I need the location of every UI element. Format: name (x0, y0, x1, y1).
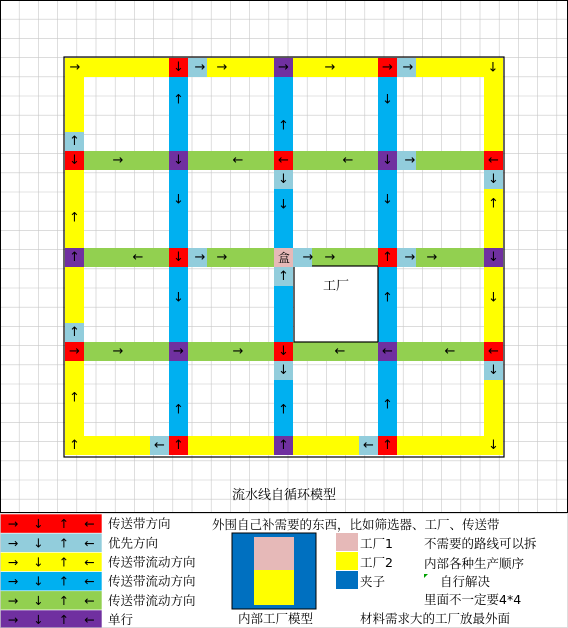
legend-arrow-left: ← (84, 612, 95, 628)
flow-arrow-left: ← (444, 344, 456, 359)
flow-arrow-down: ↓ (487, 60, 499, 76)
flow-arrow-down: ↓ (488, 250, 499, 265)
key-label-factory2: 工厂2 (360, 555, 393, 570)
flow-arrow-right: → (69, 60, 81, 75)
note-line-2: 不需要的路线可以拆 (424, 536, 537, 551)
flow-arrow-down: ↓ (69, 153, 80, 168)
flow-arrow-left: ← (154, 438, 165, 453)
flow-arrow-right: → (173, 344, 184, 359)
flow-arrow-right: → (216, 250, 228, 265)
flow-arrow-right: → (194, 60, 206, 75)
flow-arrow-left: ← (132, 250, 144, 265)
legend-arrow-right: → (7, 535, 19, 551)
model-factory1 (254, 537, 294, 570)
legend-label: 传送带流动方向 (108, 592, 196, 608)
note-marker (424, 574, 428, 578)
legend-arrow-left: ← (84, 535, 95, 551)
flow-arrow-up: ↑ (382, 250, 393, 265)
box-label: 盒 (277, 251, 291, 265)
flow-arrow-down: ↓ (173, 290, 184, 306)
flow-arrow-up: ↑ (69, 438, 80, 453)
flow-arrow-right: → (324, 250, 336, 265)
flow-arrow-right: → (404, 153, 416, 168)
flow-arrow-up: ↑ (382, 397, 393, 413)
flow-arrow-left: ← (342, 153, 354, 168)
flow-arrow-right: → (112, 153, 124, 168)
key-swatch-0 (336, 533, 358, 551)
legend-arrow-up: ↑ (58, 516, 70, 532)
flow-arrow-up: ↑ (69, 210, 80, 226)
note-line-4: 自行解决 (440, 574, 491, 589)
flow-arrow-up: ↑ (69, 390, 80, 406)
flow-arrow-up: ↑ (173, 92, 184, 108)
flow-arrow-up: ↑ (278, 269, 289, 284)
flow-arrow-down: ↓ (278, 363, 289, 378)
note-line-3: 内部各种生产顺序 (424, 556, 525, 571)
flow-arrow-up: ↑ (382, 290, 393, 306)
flow-arrow-up: ↑ (69, 325, 80, 340)
flow-arrow-up: ↑ (488, 196, 499, 212)
flow-arrow-up: ↑ (278, 402, 289, 418)
legend-arrow-right: → (7, 516, 19, 532)
diagram-caption: 流水线自循环模型 (231, 488, 337, 503)
legend-arrow-right: → (7, 592, 19, 608)
flow-arrow-left: ← (382, 344, 393, 359)
legend-arrow-up: ↑ (58, 535, 70, 551)
key-swatch-2 (336, 571, 358, 589)
flow-arrow-down: ↓ (488, 438, 499, 453)
flow-arrow-right: → (426, 250, 438, 265)
flow-arrow-down: ↓ (488, 172, 499, 187)
flow-arrow-up: ↑ (278, 118, 289, 134)
model-factory2 (254, 570, 294, 605)
legend-arrow-down: ↓ (33, 535, 44, 551)
legend-arrow-up: ↑ (58, 573, 70, 589)
legend-arrow-down: ↓ (33, 554, 44, 570)
legend-arrow-down: ↓ (33, 592, 44, 608)
flow-arrow-right: → (382, 60, 393, 75)
flow-arrow-down: ↓ (382, 92, 393, 108)
note-line-5: 里面不一定要4*4 (424, 592, 522, 607)
flow-arrow-left: ← (488, 153, 499, 168)
flow-arrow-up: ↑ (382, 438, 393, 453)
legend-arrow-down: ↓ (33, 573, 44, 589)
flow-arrow-right: → (194, 250, 206, 265)
flow-arrow-down: ↓ (278, 172, 289, 187)
flow-arrow-up: ↑ (278, 438, 289, 453)
legend-arrow-down: ↓ (33, 516, 44, 532)
flow-arrow-down: ↓ (278, 344, 289, 359)
factory-label: 工厂 (322, 279, 350, 294)
flow-arrow-up: ↑ (173, 402, 184, 418)
legend-arrow-up: ↑ (58, 592, 70, 608)
flow-arrow-down: ↓ (173, 192, 184, 208)
flow-arrow-up: ↑ (173, 438, 184, 453)
flow-arrow-right: → (216, 60, 228, 75)
legend-arrow-right: → (7, 612, 19, 628)
legend-label: 传送带流动方向 (108, 554, 196, 570)
legend-label: 单行 (108, 612, 134, 628)
flow-arrow-right: → (232, 344, 244, 359)
flow-arrow-left: ← (363, 438, 374, 453)
legend-label: 传送带方向 (108, 516, 171, 532)
legend-arrow-down: ↓ (33, 612, 44, 628)
legend-arrow-up: ↑ (58, 554, 70, 570)
flow-arrow-right: → (404, 250, 416, 265)
flow-arrow-right: → (402, 60, 414, 75)
flow-arrow-right: → (278, 60, 289, 75)
note-line-1: 外围自己补需要的东西，比如筛选器、工厂、传送带 (212, 517, 500, 532)
flow-arrow-down: ↓ (278, 197, 289, 213)
flow-arrow-down: ↓ (173, 60, 184, 75)
flow-arrow-up: ↑ (69, 134, 80, 149)
flow-arrow-right: → (112, 344, 124, 359)
flow-arrow-left: ← (278, 153, 289, 168)
flow-arrow-down: ↓ (488, 363, 499, 378)
flow-arrow-left: ← (232, 153, 244, 168)
legend-arrow-up: ↑ (58, 612, 70, 628)
legend-arrow-right: → (7, 554, 19, 570)
flow-arrow-down: ↓ (382, 192, 393, 208)
flow-arrow-down: ↓ (173, 250, 184, 265)
flow-arrow-right: → (302, 250, 314, 265)
legend-arrow-left: ← (84, 592, 95, 608)
key-label-factory1: 工厂1 (360, 536, 393, 551)
note-line-6: 材料需求大的工厂放最外面 (360, 611, 511, 626)
flow-arrow-right: → (324, 60, 336, 75)
key-label-clip: 夹子 (360, 574, 386, 589)
legend-arrow-left: ← (84, 516, 95, 532)
legend-arrow-left: ← (84, 573, 95, 589)
flow-arrow-down: ↓ (488, 290, 499, 306)
flow-arrow-left: ← (334, 344, 346, 359)
legend-arrow-left: ← (84, 554, 95, 570)
legend-label: 优先方向 (108, 535, 159, 551)
legend-label: 传送带流动方向 (108, 573, 196, 589)
flow-arrow-left: ← (488, 344, 499, 359)
factory-model-label: 内部工厂模型 (238, 611, 314, 626)
legend-arrow-right: → (7, 573, 19, 589)
key-swatch-1 (336, 552, 358, 570)
flow-arrow-up: ↑ (69, 250, 80, 265)
flow-arrow-down: ↓ (173, 153, 184, 168)
factory-block (294, 266, 378, 342)
flow-arrow-down: ↓ (382, 153, 393, 168)
flow-arrow-right: → (69, 344, 80, 359)
